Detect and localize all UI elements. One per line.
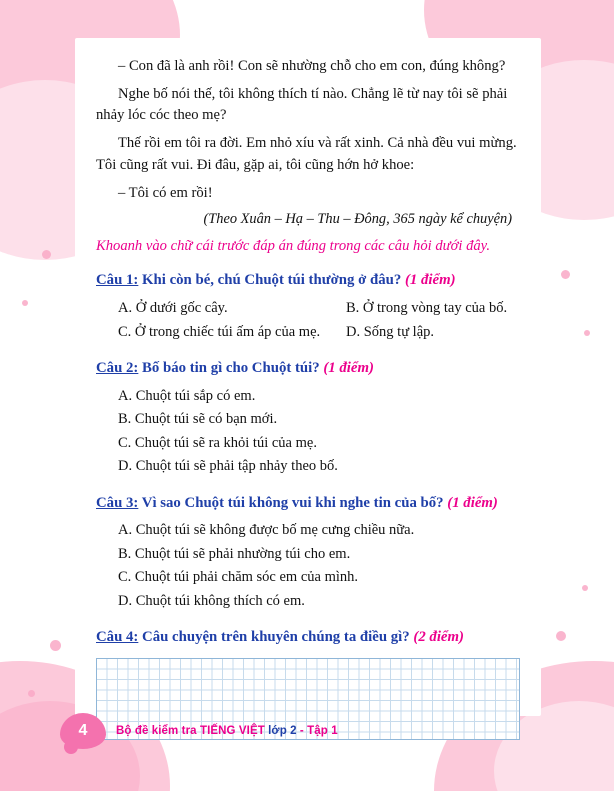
exercise-instruction: Khoanh vào chữ cái trước đáp án đúng trong các câu hỏi dưới đây. <box>96 237 490 254</box>
background-dot <box>561 270 570 279</box>
answer-option-d[interactable]: D. Chuột túi sẽ phải tập nhảy theo bố. <box>118 458 338 475</box>
question-3-answers <box>96 519 522 613</box>
page-footer <box>60 713 338 749</box>
page-number: 4 <box>78 722 88 739</box>
page-content <box>96 56 522 740</box>
question-4-heading <box>96 627 522 648</box>
question-1-heading <box>96 270 522 291</box>
footer-title-part-1: Bộ đề kiểm tra TIẾNG VIỆT <box>116 725 269 737</box>
question-2-text: Bố báo tin gì cho Chuột túi? <box>142 360 320 377</box>
page-number-badge <box>60 713 106 749</box>
answer-option-a[interactable]: A. Ở dưới gốc cây. <box>118 300 228 317</box>
answer-option-d[interactable]: D. Chuột túi không thích có em. <box>118 592 305 609</box>
background-dot <box>22 300 28 306</box>
background-dot <box>28 690 35 697</box>
answer-option-a[interactable]: A. Chuột túi sắp có em. <box>118 387 256 404</box>
question-1-text: Khi còn bé, chú Chuột túi thường ở đâu? <box>142 272 402 289</box>
question-4-text: Câu chuyện trên khuyên chúng ta điều gì? <box>142 629 410 646</box>
answer-option-b[interactable]: B. Ở trong vòng tay của bố. <box>346 300 508 317</box>
question-3-text: Vì sao Chuột túi không vui khi nghe tin của bố? <box>141 494 444 511</box>
question-3-heading <box>96 493 522 514</box>
passage-paragraph-3: Thế rồi em tôi ra đời. Em nhỏ xíu và rất xinh. Cả nhà đều vui mừng. Tôi cũng rất vui. Đi đâu, gặp ai, tôi cũng hớn hở khoe: <box>96 135 517 173</box>
question-1-points: (1 điểm) <box>404 272 456 289</box>
answer-option-b[interactable]: B. Chuột túi sẽ có bạn mới. <box>118 411 278 428</box>
background-dot <box>556 631 566 641</box>
question-2-answers <box>96 385 522 479</box>
question-2-points: (1 điểm) <box>323 360 374 377</box>
question-2-label: Câu 2: <box>96 360 139 377</box>
question-1-label: Câu 1: <box>96 272 139 289</box>
passage-paragraph-1: – Con đã là anh rồi! Con sẽ nhường chỗ cho em con, đúng không? <box>118 58 506 74</box>
answer-option-c[interactable]: C. Chuột túi sẽ ra khỏi túi của mẹ. <box>118 434 317 451</box>
footer-title-part-2: - Tập 1 <box>296 725 338 737</box>
footer-title <box>116 725 338 737</box>
background-dot <box>42 250 51 259</box>
answer-option-c[interactable]: C. Ở trong chiếc túi ấm áp của mẹ. <box>118 323 321 340</box>
answer-option-c[interactable]: C. Chuột túi phải chăm sóc em của mình. <box>118 569 359 586</box>
question-3-points: (1 điểm) <box>447 494 498 511</box>
question-4-label: Câu 4: <box>96 629 139 646</box>
passage-paragraph-4: – Tôi có em rồi! <box>118 184 213 201</box>
answer-row <box>118 297 522 320</box>
passage-paragraph-2: Nghe bố nói thế, tôi không thích tí nào. Chẳng lẽ từ nay tôi sẽ phải nhảy lóc cóc theo mẹ? <box>96 86 508 124</box>
answer-row <box>118 321 522 344</box>
answer-option-d[interactable]: D. Sống tự lập. <box>346 323 435 340</box>
background-dot <box>584 330 590 336</box>
background-dot <box>50 640 61 651</box>
question-4-points: (2 điểm) <box>413 629 464 646</box>
background-dot <box>582 585 588 591</box>
footer-title-grade: lớp 2 <box>268 725 297 737</box>
question-2-heading <box>96 358 522 379</box>
passage-source: (Theo Xuân – Hạ – Thu – Đông, 365 ngày kể chuyện) <box>203 210 512 227</box>
question-1-answers <box>96 297 522 344</box>
answer-option-a[interactable]: A. Chuột túi sẽ không được bố mẹ cưng chiều nữa. <box>118 522 415 539</box>
question-3-label: Câu 3: <box>96 494 139 511</box>
answer-option-b[interactable]: B. Chuột túi sẽ phải nhường túi cho em. <box>118 545 351 562</box>
